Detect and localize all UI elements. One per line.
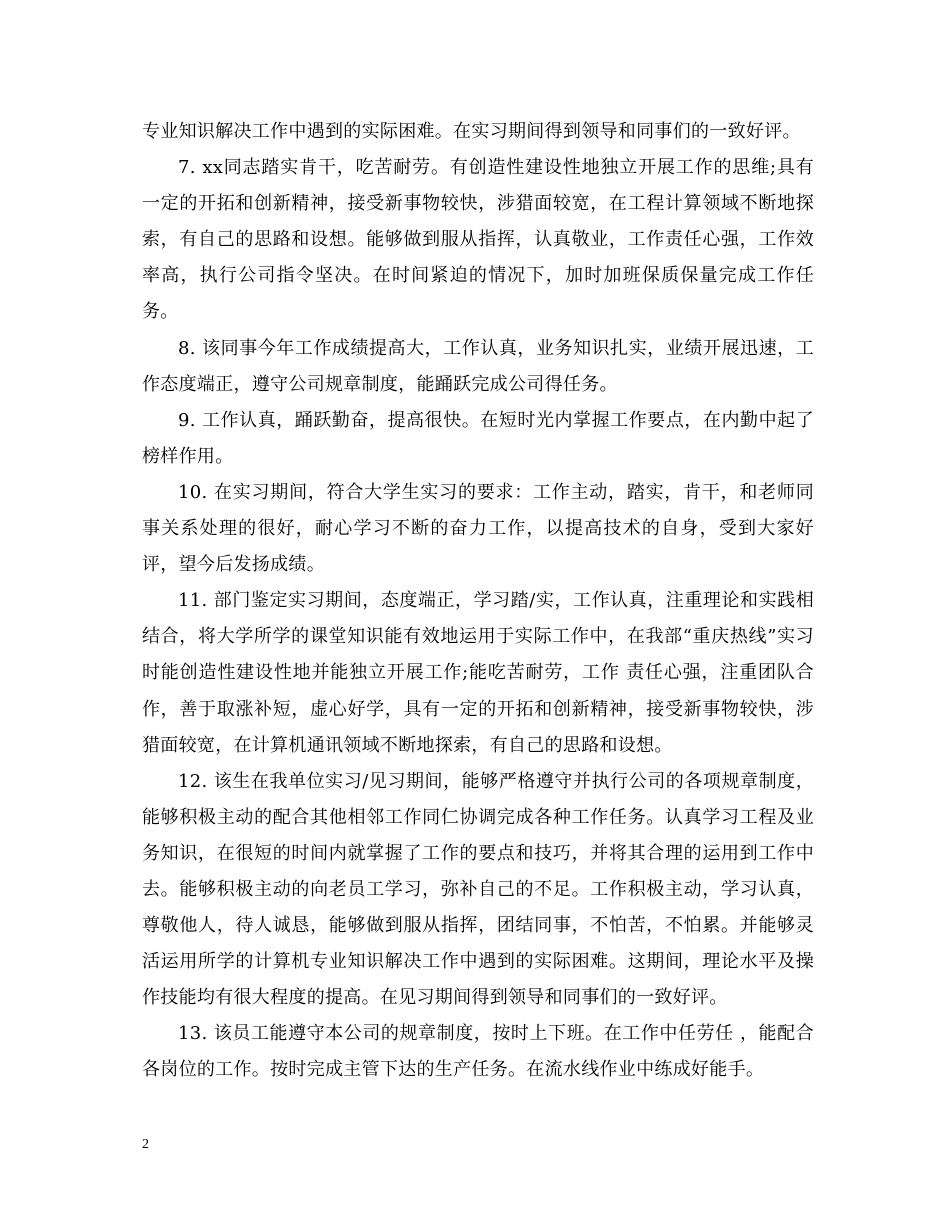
paragraph-item-10: 10. 在实习期间，符合大学生实习的要求：工作主动，踏实，肯干，和老师同事关系处理的很好，耐心学习不断的奋力工作，以提高技术的自身，受到大家好评，望今后发扬成绩。 bbox=[142, 481, 814, 576]
paragraph-item-7: 7. xx同志踏实肯干，吃苦耐劳。有创造性建设性地独立开展工作的思维;具有一定的开拓和创新精神，接受新事物较快，涉猎面较宽，在工程计算领域不断地探索，有自己的思路和设想。能够做到服从指挥，认真敬业，工作责任心强，工作效率高，执行公司指令坚决。在时间紧迫的情况下，加时加班保质保量完成工作任务。 bbox=[142, 157, 814, 323]
paragraph-item-13: 13. 该员工能遵守本公司的规章制度，按时上下班。在工作中任劳任 ，能配合各岗位的工作。按时完成主管下达的生产任务。在流水线作业中练成好能手。 bbox=[142, 1023, 814, 1081]
document-body bbox=[142, 114, 814, 1089]
paragraph-continuation: 专业知识解决工作中遇到的实际困难。在实习期间得到领导和同事们的一致好评。 bbox=[142, 121, 801, 142]
paragraph-item-11: 11. 部门鉴定实习期间，态度端正，学习踏/实，工作认真，注重理论和实践相结合，将大学所学的课堂知识能有效地运用于实际工作中，在我部“重庆热线”实习时能创造性建设性地并能独立开展工作;能吃苦耐劳，工作 责任心强，注重团队合作，善于取涨补短，虚心好学，具有一定的开拓和创新精神，接受新事物较快，涉猎面较宽，在计算机通讯领域不断地探索，有自己的思路和设想。 bbox=[142, 590, 814, 756]
paragraph-item-8: 8. 该同事今年工作成绩提高大，工作认真，业务知识扎实，业绩开展迅速，工作态度端正，遵守公司规章制度，能踊跃完成公司得任务。 bbox=[142, 337, 814, 395]
page-number: 2 bbox=[142, 1137, 149, 1152]
paragraph-item-12: 12. 该生在我单位实习/见习期间，能够严格遵守并执行公司的各项规章制度，能够积极主动的配合其他相邻工作同仁协调完成各种工作任务。认真学习工程及业务知识，在很短的时间内就掌握了工作的要点和技巧，并将其合理的运用到工作中去。能够积极主动的向老员工学习，弥补自己的不足。工作积极主动，学习认真，尊敬他人，待人诚恳，能够做到服从指挥，团结同事，不怕苦，不怕累。并能够灵活运用所学的计算机专业知识解决工作中遇到的实际困难。这期间，理论水平及操作技能均有很大程度的提高。在见习期间得到领导和同事们的一致好评。 bbox=[142, 770, 814, 1009]
paragraph-item-9: 9. 工作认真，踊跃勤奋，提高很快。在短时光内掌握工作要点，在内勤中起了榜样作用。 bbox=[142, 409, 814, 467]
